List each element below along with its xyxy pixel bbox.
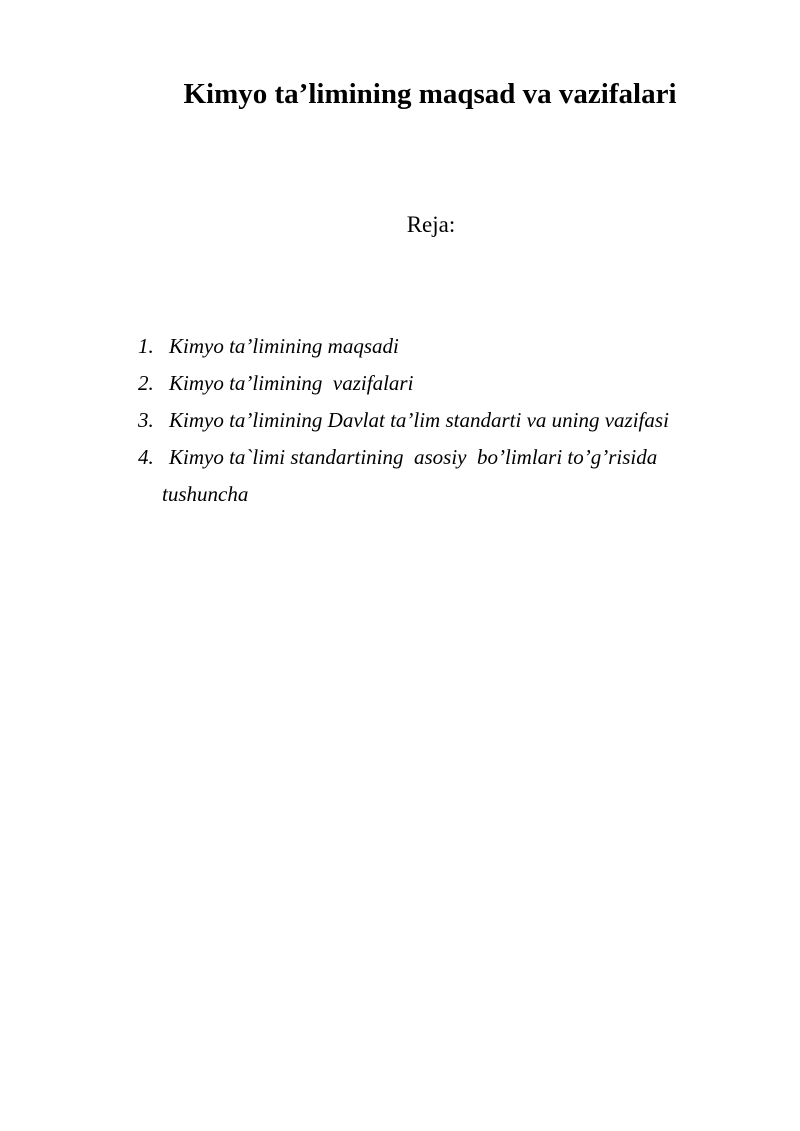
plan-item-number: 1. [138, 334, 154, 358]
document-title: Kimyo ta’limining maqsad va vazifalari [183, 78, 677, 110]
plan-item-text: Kimyo ta’limining Davlat ta’lim standarti va uning vazifasi [169, 408, 669, 432]
plan-item-text: Kimyo ta’limining vazifalari [169, 371, 414, 395]
plan-list [138, 328, 718, 513]
plan-item [138, 365, 718, 402]
plan-item-number: 2. [138, 371, 154, 395]
plan-item [138, 328, 718, 365]
plan-heading: Reja: [406, 212, 456, 237]
plan-item-number: 4. [138, 445, 154, 469]
plan-item [138, 402, 718, 439]
plan-item-text: Kimyo ta`limi standartining asosiy bo’limlari to’g’risida [169, 445, 658, 469]
plan-item-text: Kimyo ta’limining maqsadi [169, 334, 399, 358]
plan-item-number: 3. [138, 408, 154, 432]
plan-item-continuation: tushuncha [162, 482, 249, 506]
plan-item [138, 439, 718, 513]
